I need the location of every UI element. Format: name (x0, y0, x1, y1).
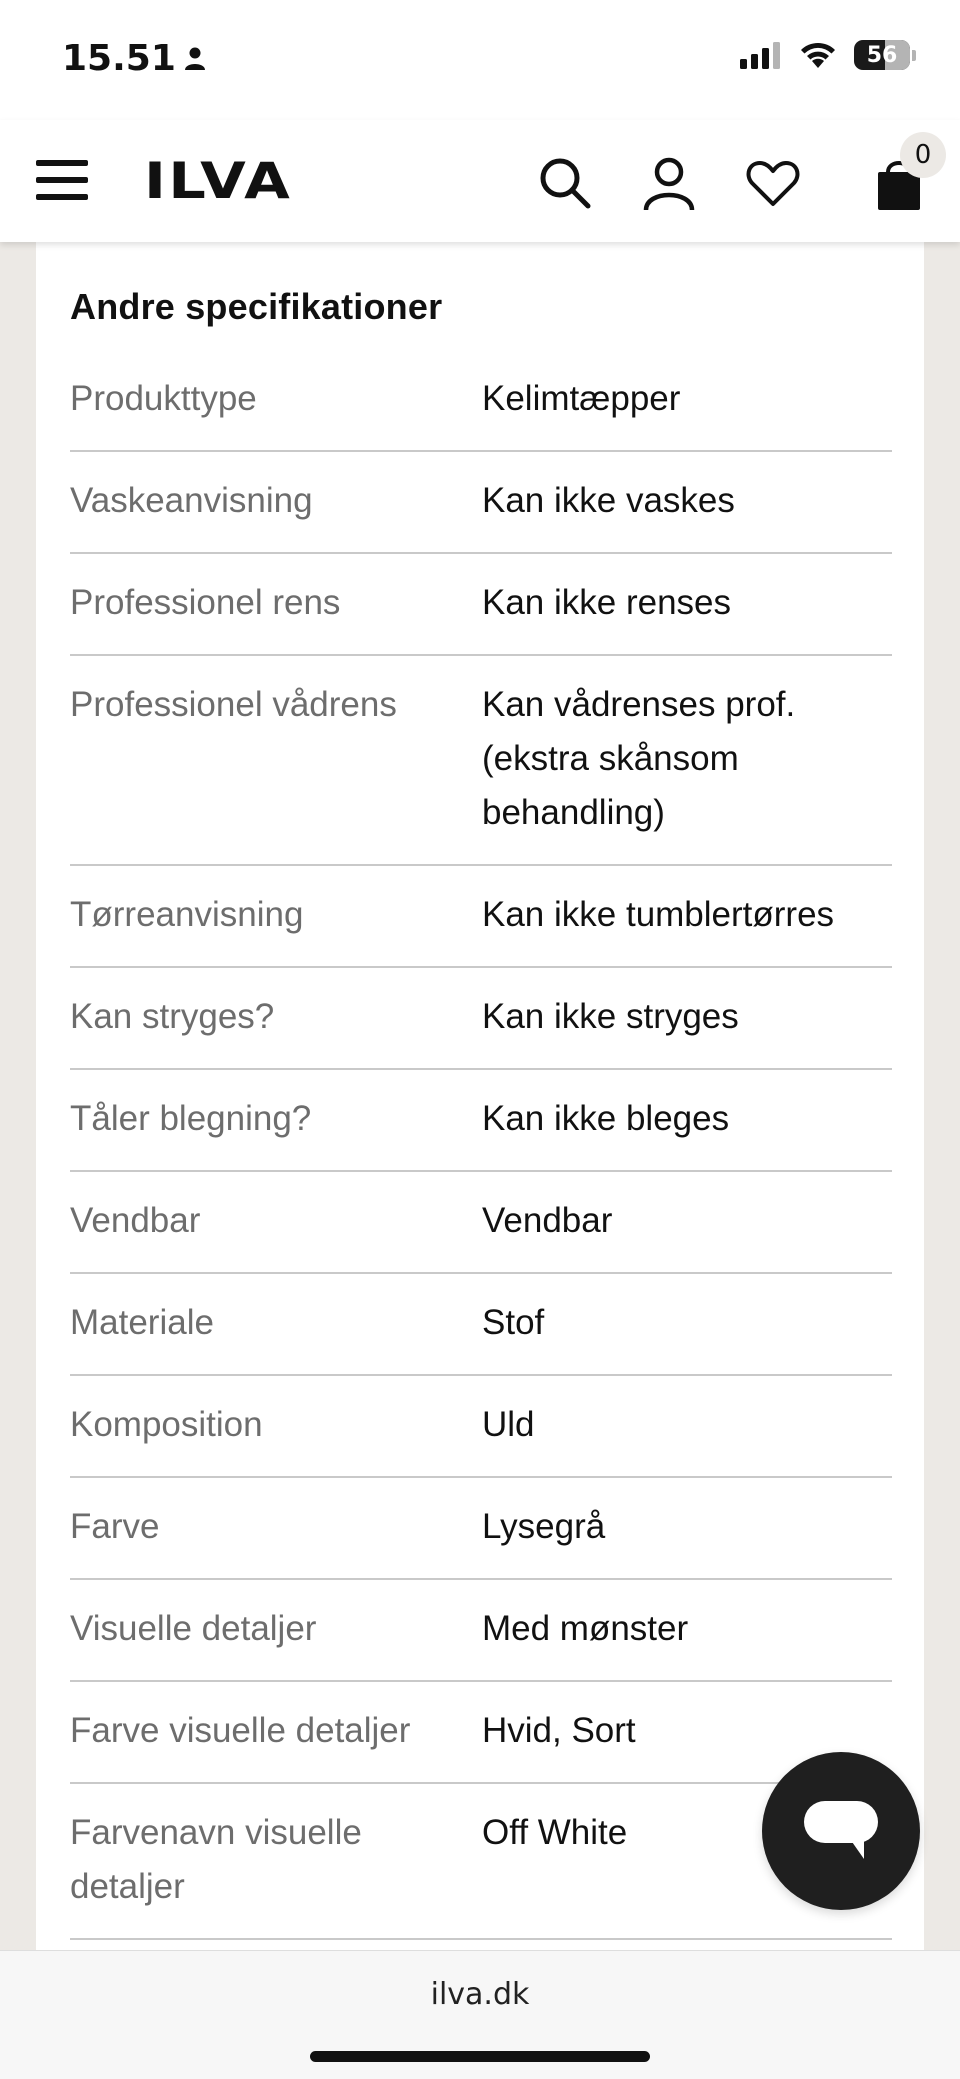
status-time-text: 15.51 (62, 38, 176, 79)
spec-label: Vaskeanvisning (70, 481, 313, 520)
spec-label: Farve visuelle detaljer (70, 1711, 411, 1750)
spec-label: Kan stryges? (70, 997, 275, 1036)
spec-value: Kan ikke tumblertørres (482, 895, 835, 934)
status-indicators (740, 40, 916, 70)
status-time (62, 38, 206, 79)
spec-value: Kan vådrenses prof. (ekstra skånsom behandling) (482, 685, 796, 832)
url-text[interactable]: ilva.dk (430, 1977, 530, 2012)
heart-icon[interactable] (744, 154, 802, 212)
browser-bottom-bar (0, 1950, 960, 2079)
spec-value: Kan ikke bleges (482, 1099, 730, 1138)
spec-label: Professionel vådrens (70, 685, 397, 724)
section-title: Andre specifikationer (70, 286, 443, 327)
spec-label: Materiale (70, 1303, 214, 1342)
spec-value: Hvid, Sort (482, 1711, 636, 1750)
home-indicator[interactable] (310, 2051, 650, 2062)
site-header (0, 120, 960, 242)
ilva-logo[interactable]: ILVA (144, 152, 293, 210)
spec-row (70, 1682, 892, 1784)
cart-count-badge[interactable]: 0 (900, 132, 946, 178)
spec-row (70, 1172, 892, 1274)
spec-row (70, 350, 892, 452)
chat-bubble-icon (802, 1799, 880, 1863)
spec-label: Professionel rens (70, 583, 341, 622)
spec-row (70, 452, 892, 554)
spec-row (70, 554, 892, 656)
spec-table (70, 350, 892, 1940)
spec-value: Med mønster (482, 1609, 689, 1648)
menu-button[interactable] (36, 160, 88, 204)
spec-row (70, 1376, 892, 1478)
spec-row (70, 866, 892, 968)
wifi-icon (798, 40, 838, 70)
spec-value: Stof (482, 1303, 545, 1342)
person-icon (184, 47, 206, 71)
spec-value: Kan ikke stryges (482, 997, 739, 1036)
cellular-signal-icon (740, 41, 782, 69)
status-bar (0, 0, 960, 120)
product-specifications-panel (36, 242, 924, 1950)
battery-indicator (854, 40, 910, 70)
spec-value: Vendbar (482, 1201, 613, 1240)
spec-row (70, 1070, 892, 1172)
spec-value: Uld (482, 1405, 535, 1444)
account-icon[interactable] (640, 154, 698, 212)
spec-label: Tåler blegning? (70, 1099, 312, 1138)
spec-label: Tørreanvisning (70, 895, 304, 934)
spec-value: Kelimtæpper (482, 379, 681, 418)
spec-value: Off White (482, 1813, 628, 1852)
spec-value: Kan ikke renses (482, 583, 732, 622)
spec-label: Vendbar (70, 1201, 201, 1240)
spec-value: Kan ikke vaskes (482, 481, 735, 520)
chat-button[interactable] (762, 1752, 920, 1910)
spec-row (70, 656, 892, 866)
spec-label: Farvenavn visuelle detaljer (70, 1813, 362, 1906)
battery-level-text: 56 (866, 42, 898, 68)
spec-row (70, 1274, 892, 1376)
spec-row (70, 1580, 892, 1682)
spec-row (70, 968, 892, 1070)
spec-row (70, 1478, 892, 1580)
spec-label: Farve (70, 1507, 160, 1546)
spec-label: Komposition (70, 1405, 263, 1444)
search-icon[interactable] (536, 154, 594, 212)
spec-label: Produkttype (70, 379, 257, 418)
spec-label: Visuelle detaljer (70, 1609, 317, 1648)
spec-value: Lysegrå (482, 1507, 606, 1546)
